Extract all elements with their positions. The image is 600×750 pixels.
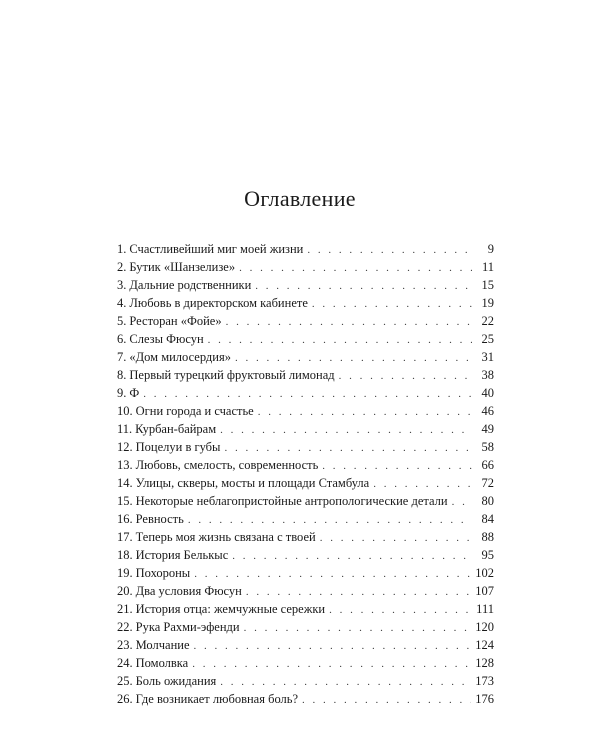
toc-entry-number: 8. [117, 368, 127, 382]
toc-entry [117, 672, 494, 690]
toc-entry-page-number: 120 [475, 620, 494, 634]
toc-list [117, 240, 494, 708]
toc-entry-title: Некоторые неблагопристойные антропологические детали [135, 494, 448, 508]
toc-entry-page-number: 80 [481, 494, 494, 508]
toc-entry-title: Первый турецкий фруктовый лимонад [129, 368, 335, 382]
toc-entry-number: 13. [117, 458, 133, 472]
toc-entry-title: Ф [129, 386, 140, 400]
toc-entry-number: 24. [117, 656, 133, 670]
toc-entry [117, 600, 494, 618]
toc-entry [117, 528, 494, 546]
toc-entry-number: 2. [117, 260, 127, 274]
toc-entry-title: Дальние родственники [129, 278, 252, 292]
toc-dot-leader [244, 619, 472, 637]
toc-entry-page-number: 128 [475, 656, 494, 670]
toc-entry-number: 9. [117, 386, 127, 400]
toc-dot-leader [239, 259, 472, 277]
toc-dot-leader [255, 277, 472, 295]
toc-entry-number: 17. [117, 530, 133, 544]
toc-entry-number: 23. [117, 638, 133, 652]
toc-dot-leader [220, 673, 471, 691]
toc-entry [117, 294, 494, 312]
toc-entry-page-number: 66 [481, 458, 494, 472]
toc-dot-leader [194, 637, 472, 655]
toc-entry [117, 348, 494, 366]
toc-dot-leader [320, 529, 472, 547]
toc-dot-leader [192, 655, 471, 673]
toc-entry [117, 582, 494, 600]
toc-entry-number: 6. [117, 332, 127, 346]
toc-entry-page-number: 176 [475, 692, 494, 706]
toc-entry-page-number: 88 [481, 530, 494, 544]
toc-entry [117, 492, 494, 510]
toc-entry [117, 312, 494, 330]
toc-dot-leader [232, 547, 472, 565]
toc-entry-number: 22. [117, 620, 133, 634]
toc-entry [117, 474, 494, 492]
toc-entry [117, 546, 494, 564]
toc-dot-leader [188, 511, 472, 529]
toc-entry [117, 258, 494, 276]
toc-entry-number: 21. [117, 602, 133, 616]
toc-dot-leader [208, 331, 472, 349]
toc-entry-title: Помолвка [135, 656, 189, 670]
toc-entry-page-number: 102 [475, 566, 494, 580]
toc-entry-title: Теперь моя жизнь связана с твоей [135, 530, 316, 544]
toc-entry [117, 564, 494, 582]
toc-entry-page-number: 49 [481, 422, 494, 436]
toc-entry-title: Огни города и счастье [135, 404, 254, 418]
toc-dot-leader [258, 403, 472, 421]
toc-dot-leader [452, 493, 472, 511]
toc-entry [117, 618, 494, 636]
toc-entry [117, 510, 494, 528]
toc-entry-title: Любовь в директорском кабинете [129, 296, 308, 310]
toc-entry-page-number: 38 [481, 368, 494, 382]
toc-entry [117, 366, 494, 384]
toc-entry-page-number: 84 [481, 512, 494, 526]
toc-dot-leader [220, 421, 472, 439]
toc-entry-page-number: 95 [481, 548, 494, 562]
toc-entry-page-number: 40 [481, 386, 494, 400]
toc-entry-number: 4. [117, 296, 127, 310]
toc-entry-number: 15. [117, 494, 133, 508]
toc-entry-page-number: 25 [481, 332, 494, 346]
toc-entry-title: Любовь, смелость, современность [135, 458, 319, 472]
toc-entry-title: Рука Рахми-эфенди [135, 620, 240, 634]
toc-entry [117, 240, 494, 258]
toc-dot-leader [312, 295, 472, 313]
toc-entry-page-number: 11 [481, 260, 494, 274]
toc-dot-leader [224, 439, 472, 457]
toc-entry-title: Похороны [135, 566, 191, 580]
toc-dot-leader [322, 457, 472, 475]
toc-entry-title: Боль ожидания [135, 674, 217, 688]
toc-entry-page-number: 15 [481, 278, 494, 292]
toc-dot-leader [226, 313, 472, 331]
toc-dot-leader [143, 385, 472, 403]
toc-entry [117, 456, 494, 474]
toc-dot-leader [235, 349, 472, 367]
toc-entry-page-number: 72 [481, 476, 494, 490]
toc-entry [117, 420, 494, 438]
toc-entry [117, 402, 494, 420]
toc-entry-number: 14. [117, 476, 133, 490]
toc-entry-number: 20. [117, 584, 133, 598]
toc-entry-page-number: 46 [481, 404, 494, 418]
toc-dot-leader [339, 367, 472, 385]
toc-entry-page-number: 22 [481, 314, 494, 328]
toc-entry-page-number: 19 [481, 296, 494, 310]
toc-entry-title: Где возникает любовная боль? [135, 692, 299, 706]
toc-dot-leader [329, 601, 472, 619]
toc-entry-page-number: 173 [475, 674, 494, 688]
toc-entry-title: Молчание [135, 638, 190, 652]
toc-entry-number: 10. [117, 404, 133, 418]
toc-entry-number: 25. [117, 674, 133, 688]
toc-entry-page-number: 58 [481, 440, 494, 454]
toc-entry [117, 636, 494, 654]
toc-dot-leader [302, 691, 471, 709]
toc-entry [117, 330, 494, 348]
toc-entry [117, 384, 494, 402]
toc-entry-page-number: 107 [475, 584, 494, 598]
toc-entry-title: История отца: жемчужные сережки [135, 602, 326, 616]
toc-dot-leader [246, 583, 471, 601]
toc-entry-number: 1. [117, 242, 127, 256]
toc-entry-title: Счастливейший миг моей жизни [129, 242, 304, 256]
toc-entry-title: Ресторан «Фойе» [129, 314, 222, 328]
toc-entry-number: 5. [117, 314, 127, 328]
toc-entry-page-number: 111 [476, 602, 494, 616]
toc-entry-number: 16. [117, 512, 133, 526]
toc-entry-title: Два условия Фюсун [135, 584, 242, 598]
toc-entry-title: Улицы, скверы, мосты и площади Стамбула [135, 476, 370, 490]
toc-title: Оглавление [244, 186, 356, 211]
toc-entry-page-number: 31 [481, 350, 494, 364]
toc-entry-number: 18. [117, 548, 133, 562]
toc-entry-title: История Белькыс [135, 548, 229, 562]
toc-entry [117, 654, 494, 672]
toc-entry [117, 690, 494, 708]
toc-entry-number: 3. [117, 278, 127, 292]
toc-entry-title: «Дом милосердия» [129, 350, 231, 364]
toc-entry-number: 7. [117, 350, 127, 364]
toc-entry [117, 276, 494, 294]
toc-entry-title: Слезы Фюсун [129, 332, 204, 346]
toc-entry [117, 438, 494, 456]
toc-dot-leader [307, 241, 472, 259]
toc-entry-number: 26. [117, 692, 133, 706]
toc-entry-title: Бутик «Шанзелизе» [129, 260, 236, 274]
toc-entry-page-number: 9 [487, 242, 494, 256]
toc-entry-title: Поцелуи в губы [135, 440, 221, 454]
toc-entry-number: 19. [117, 566, 133, 580]
toc-dot-leader [194, 565, 471, 583]
toc-entry-number: 12. [117, 440, 133, 454]
toc-entry-title: Ревность [135, 512, 184, 526]
toc-entry-number: 11. [117, 422, 133, 436]
toc-dot-leader [373, 475, 472, 493]
toc-entry-page-number: 124 [475, 638, 494, 652]
toc-entry-title: Курбан-байрам [135, 422, 217, 436]
